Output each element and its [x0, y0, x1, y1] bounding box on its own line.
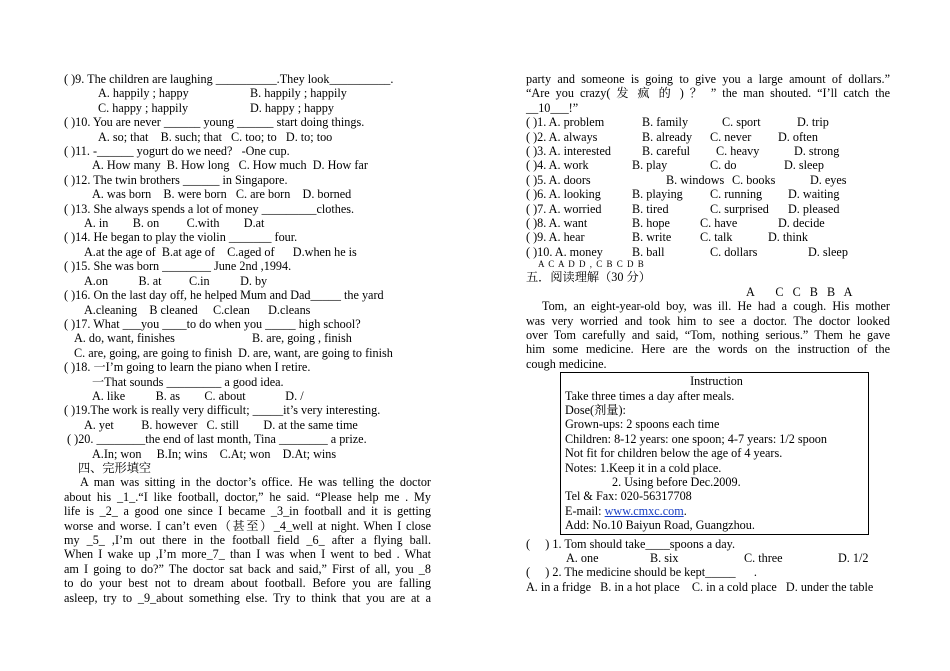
question-13-options: A. in B. on C.with D.at	[84, 216, 265, 231]
instruction-line-5: Not fit for children below the age of 4 years.	[565, 446, 783, 461]
instruction-line-1: Take three times a day after meals.	[565, 388, 735, 403]
question-18: ( )18. 一I’m going to learn the piano when I retire.	[64, 360, 311, 375]
question-17-options-ab: A. do, want, finishes B. are, going , finish	[74, 331, 352, 346]
instruction-line-2: Dose(剂量):	[565, 402, 626, 417]
cloze-line-10: party and someone is going to give you a large amount of dollars.”	[526, 72, 890, 86]
question-20: ( )20. ________the end of last month, Tina ________ a prize.	[64, 432, 367, 447]
instruction-line-6: Notes: 1.Keep it in a cold place.	[565, 460, 722, 475]
instruction-line-4: Children: 8-12 years: one spoon; 4-7 years: 1/2 spoon	[565, 431, 827, 446]
reading-question-2-options: A. in a fridge B. in a hot place C. in a cold place D. under the table	[526, 579, 874, 594]
instruction-title: Instruction	[690, 374, 743, 389]
cloze-line-5: my _5_ ,I’m out there in the football field _6_ after a flying ball.	[64, 533, 431, 547]
section-4-heading: 四、完形填空	[78, 460, 152, 475]
instruction-box	[560, 372, 869, 534]
question-14-options: A.at the age of B.at age of C.aged of D.when he is	[84, 244, 357, 259]
question-19: ( )19.The work is really very difficult; _____it’s very interesting.	[64, 403, 381, 418]
cloze-choice-10: ( )10. A. money B. ball C. dollars D. sleep	[526, 244, 848, 259]
question-9-options-cd: C. happy ; happily D. happy ; happy	[98, 100, 334, 115]
instruction-line-10: Add: No.10 Baiyun Road, Guangzhou.	[565, 518, 755, 533]
question-9-options-ab: A. happily ; happy B. happily ; happily	[98, 86, 347, 101]
cloze-choice-6: ( )6. A. looking B. playing C. running D. waiting	[526, 187, 840, 202]
reading-line-5: cough medicine.	[526, 356, 607, 371]
cloze-line-7: am I going to do?” The doctor sat back and said,” First of all, you _8	[64, 561, 431, 576]
instruction-line-9: E-mail: www.cmxc.com.	[565, 503, 687, 518]
instruction-line-8: Tel & Fax: 020-56317708	[565, 489, 692, 504]
reading-line-1: Tom, an eight-year-old boy, was ill. He had a cough. His mother	[542, 299, 890, 314]
cloze-choice-8: ( )8. A. want B. hope C. have D. decide	[526, 216, 825, 231]
question-11: ( )11. -______ yogurt do we need? -One cup.	[64, 144, 290, 159]
question-9: ( )9. The children are laughing __________.They look__________.	[64, 72, 394, 86]
cloze-line-1: A man was sitting in the doctor’s office. He was telling the doctor	[80, 475, 431, 490]
cloze-line-6: When I wake up ,I’m more_7_ than I was when I went to bed . What	[64, 547, 431, 562]
reading-line-3: over Tom carefully and said, “Tom, nothing serious.” Them he gave	[526, 327, 890, 342]
reading-question-2: ( ) 2. The medicine should be kept_____ .	[526, 565, 757, 580]
cloze-choice-4: ( )4. A. work B. play C. do D. sleep	[526, 158, 824, 173]
cloze-line-8: to do your best not to dream about football. Before you are falling	[64, 576, 431, 591]
cloze-choice-5: ( )5. A. doors B. windows C. books D. eyes	[526, 172, 847, 187]
question-16: ( )16. On the last day off, he helped Mum and Dad_____ the yard	[64, 288, 384, 303]
section-5-heading: 五．阅读理解（30 分）	[526, 270, 651, 285]
cloze-line-12: __10___!”	[526, 100, 579, 115]
cloze-line-3: life is _2_ a good one since I became _3_in football and it is getting	[64, 504, 431, 519]
cloze-choice-9: ( )9. A. hear B. write C. talk D. think	[526, 230, 808, 245]
question-10-options: A. so; that B. such; that C. too; to D. to; too	[98, 129, 333, 144]
question-19-options: A. yet B. however C. still D. at the same time	[84, 417, 358, 432]
cloze-line-9: asleep, try to _9_about something else. Try to think that you are at a	[64, 590, 431, 605]
question-13: ( )13. She always spends a lot of money _________clothes.	[64, 201, 355, 216]
right-column	[526, 72, 890, 594]
question-12: ( )12. The twin brothers ______ in Singapore.	[64, 172, 288, 187]
reading-line-2: was very worried and took him to see a doctor. The doctor looked	[526, 313, 890, 328]
left-column	[64, 72, 431, 605]
cloze-answer-key: A C A D D , C B C D B	[538, 259, 645, 270]
cloze-line-4: worse and worse. I can’t even（甚至）_4_well at night. When I close	[64, 518, 431, 533]
question-20-options: A.In; won B.In; wins C.At; won D.At; wins	[92, 446, 337, 461]
question-18-options: A. like B. as C. about D. /	[92, 388, 304, 403]
reading-question-1-options: A. one B. six C. three D. 1/2	[566, 551, 869, 565]
question-11-options: A. How many B. How long C. How much D. How far	[92, 158, 368, 173]
question-14: ( )14. He began to play the violin _______ four.	[64, 230, 298, 245]
reading-line-4: him some medicine. Here are the words on the instruction of the	[526, 342, 890, 357]
question-17-options-cd: C. are, going, are going to finish D. are, want, are going to finish	[74, 345, 393, 360]
email-link[interactable]: www.cmxc.com	[604, 503, 684, 518]
question-10: ( )10. You are never ______ young ______ start doing things.	[64, 115, 365, 130]
instruction-line-3: Grown-ups: 2 spoons each time	[565, 417, 720, 432]
cloze-choice-7: ( )7. A. worried B. tired C. surprised D. pleased	[526, 201, 840, 216]
instruction-line-7: 2. Using before Dec.2009.	[612, 474, 741, 489]
question-15: ( )15. She was born ________ June 2nd ,1994.	[64, 259, 292, 274]
reading-question-1: ( ) 1. Tom should take____spoons a day.	[526, 536, 736, 551]
cloze-choice-3: ( )3. A. interested B. careful C. heavy D. strong	[526, 144, 840, 159]
question-18-response: 一That sounds _________ a good idea.	[92, 374, 284, 389]
question-12-options: A. was born B. were born C. are born D. borned	[92, 187, 352, 202]
cloze-choice-1: ( )1. A. problem B. family C. sport D. trip	[526, 115, 829, 130]
reading-answer-key: A C C B B A	[746, 284, 854, 299]
cloze-line-11: “Are you crazy( 发 疯 的 ) ？ ” the man shouted. “I’ll catch the	[526, 86, 890, 101]
question-17: ( )17. What ___you ____to do when you _____ high school?	[64, 316, 361, 331]
question-16-options: A.cleaning B cleaned C.clean D.cleans	[84, 302, 311, 317]
question-15-options: A.on B. at C.in D. by	[84, 273, 268, 288]
cloze-choice-2: ( )2. A. always B. already C. never D. often	[526, 129, 818, 144]
cloze-line-2: about his _1_.“I like football, doctor,” he said. “Please help me . My	[64, 489, 431, 504]
